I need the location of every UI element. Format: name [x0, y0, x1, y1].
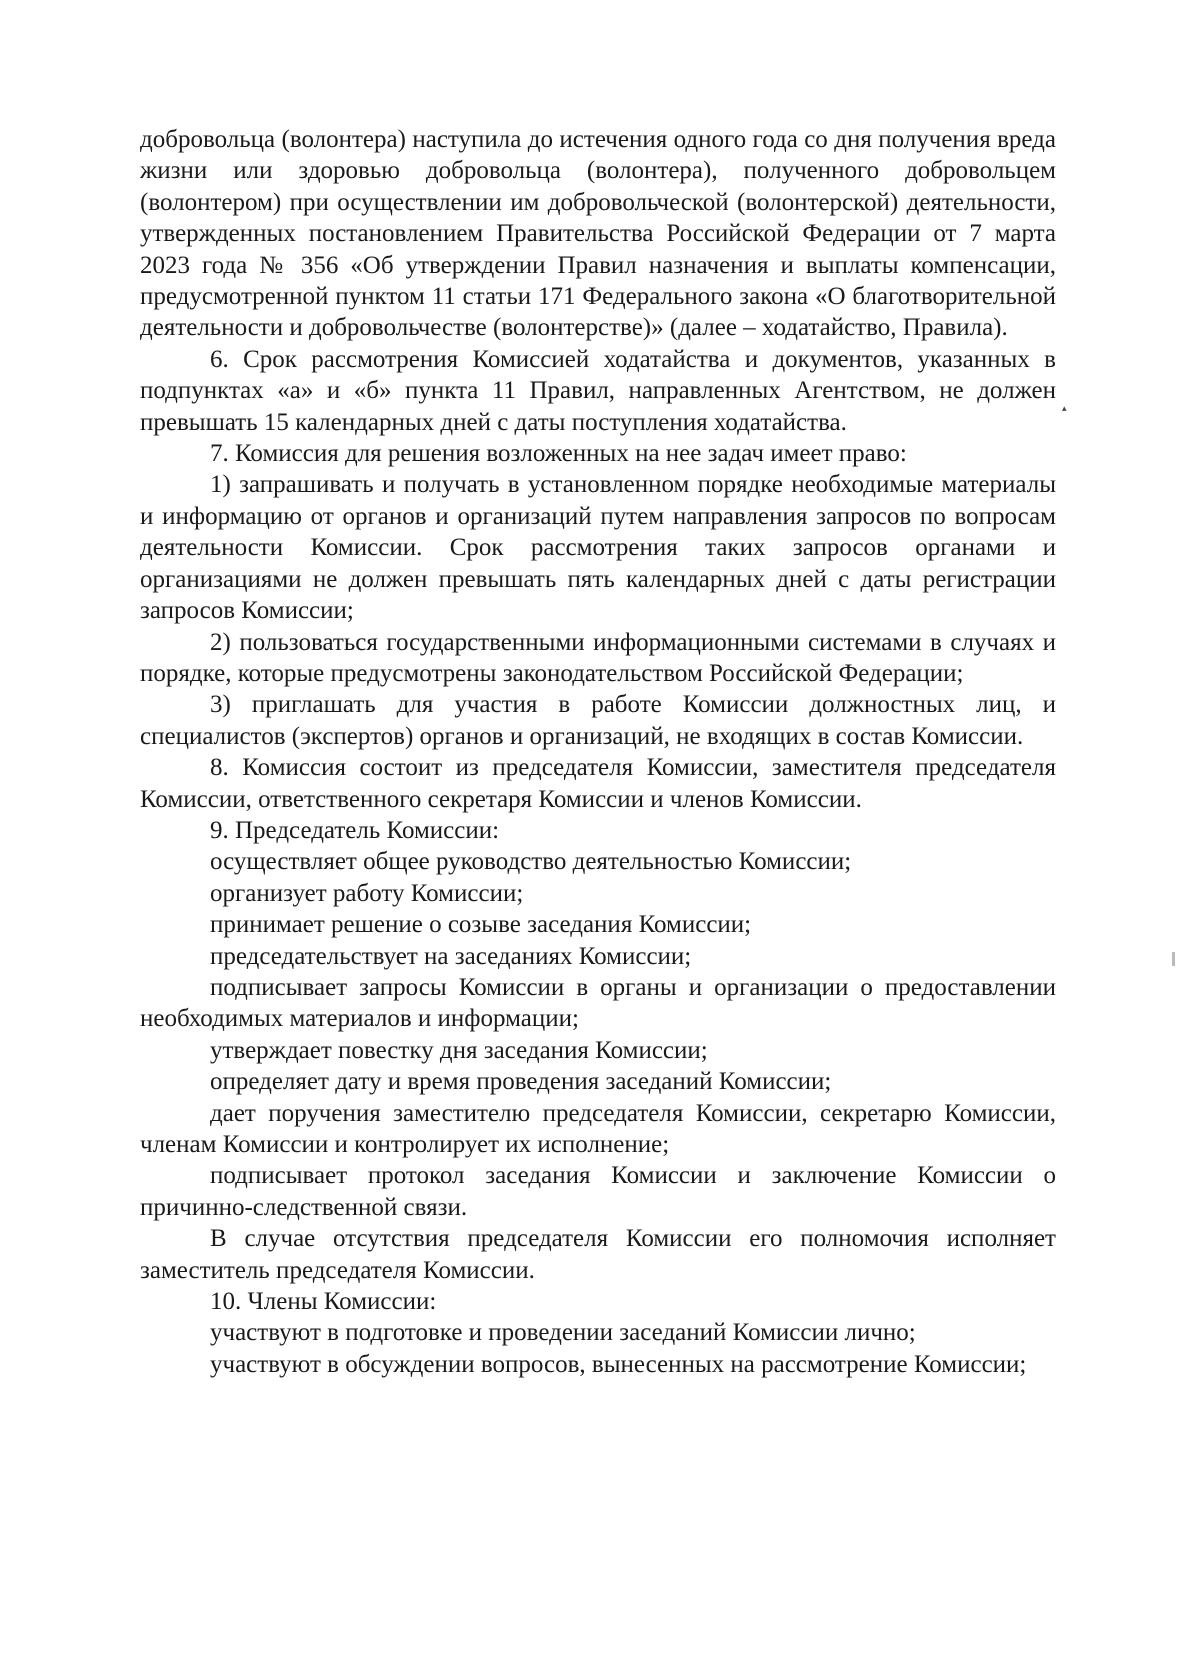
paragraph-9-duty-8: дает поручения заместителю председателя Комиссии, секретарю Комиссии, членам Комиссии и контролирует их исполнение; — [140, 1099, 1056, 1158]
document-page — [140, 124, 1056, 1380]
paragraph-9-duty-2: организует работу Комиссии; — [210, 879, 524, 907]
scan-edge-artifact — [1172, 952, 1175, 966]
paragraph-7: 7. Комиссия для решения возложенных на нее задач имеет право: — [210, 440, 907, 468]
scan-mark: ▴ — [1062, 404, 1067, 414]
paragraph-9-duty-5: подписывает запросы Комиссии в органы и организации о предоставлении необходимых материалов и информации; — [140, 973, 1056, 1033]
paragraph-9-duty-9: подписывает протокол заседания Комиссии и заключение Комиссии о причинно-следственной связи. — [140, 1162, 1056, 1221]
paragraph-9-duty-3: принимает решение о созыве заседания Комиссии; — [210, 911, 752, 939]
paragraph-10-duty-1: участвуют в подготовке и проведении заседаний Комиссии лично; — [210, 1319, 916, 1347]
paragraph-9-deputy: В случае отсутствия председателя Комиссии его полномочия исполняет заместитель председателя Комиссии. — [140, 1225, 1056, 1284]
paragraph-10: 10. Члены Комиссии: — [210, 1288, 437, 1316]
paragraph-8: 8. Комиссия состоит из председателя Комиссии, заместителя председателя Комиссии, ответственного секретаря Комиссии и членов Комиссии. — [140, 754, 1056, 813]
paragraph-9-duty-1: осуществляет общее руководство деятельностью Комиссии; — [210, 848, 852, 876]
paragraph-10-duty-2: участвуют в обсуждении вопросов, вынесенных на рассмотрение Комиссии; — [210, 1350, 1027, 1378]
paragraph-7-item-1: 1) запрашивать и получать в установленном порядке необходимые материалы и информацию от органов и организаций путем направления запросов по вопросам деятельности Комиссии. Срок рассмотрения таких запросов органами и организациями не должен превышать пять календарных дней с даты регистрации запросов Комиссии; — [140, 471, 1056, 625]
paragraph-9-duty-4: председательствует на заседаниях Комиссии; — [210, 942, 692, 970]
paragraph-6: 6. Срок рассмотрения Комиссией ходатайства и документов, указанных в подпунктах «а» и «б» пункта 11 Правил, направленных Агентством, не должен превышать 15 календарных дней с даты поступления ходатайства. — [140, 345, 1056, 436]
paragraph-7-item-2: 2) пользоваться государственными информационными системами в случаях и порядке, которые предусмотрены законодательством Российской Федерации; — [140, 628, 1056, 687]
paragraph-continuation: добровольца (волонтера) наступила до истечения одного года со дня получения вреда жизни или здоровью добровольца (волонтера), полученного добровольцем (волонтером) при осуществлении им добровольческой (волонтерской) деятельности, утвержденных постановлением Правительства Российской Федерации от 7 марта 2023 года № 356 «Об утверждении Правил назначения и выплаты компенсации, предусмотренной пунктом 11 статьи 171 Федерального закона «О благотворительной деятельности и добровольчестве (волонтерстве)» (далее – ходатайство, Правила). — [140, 126, 1056, 342]
paragraph-7-item-3: 3) приглашать для участия в работе Комиссии должностных лиц, и специалистов (экспертов) органов и организаций, не входящих в состав Комиссии. — [140, 691, 1056, 750]
paragraph-9-duty-7: определяет дату и время проведения заседаний Комиссии; — [210, 1068, 832, 1096]
paragraph-9: 9. Председатель Комиссии: — [210, 816, 500, 844]
paragraph-9-duty-6: утверждает повестку дня заседания Комиссии; — [210, 1036, 708, 1064]
